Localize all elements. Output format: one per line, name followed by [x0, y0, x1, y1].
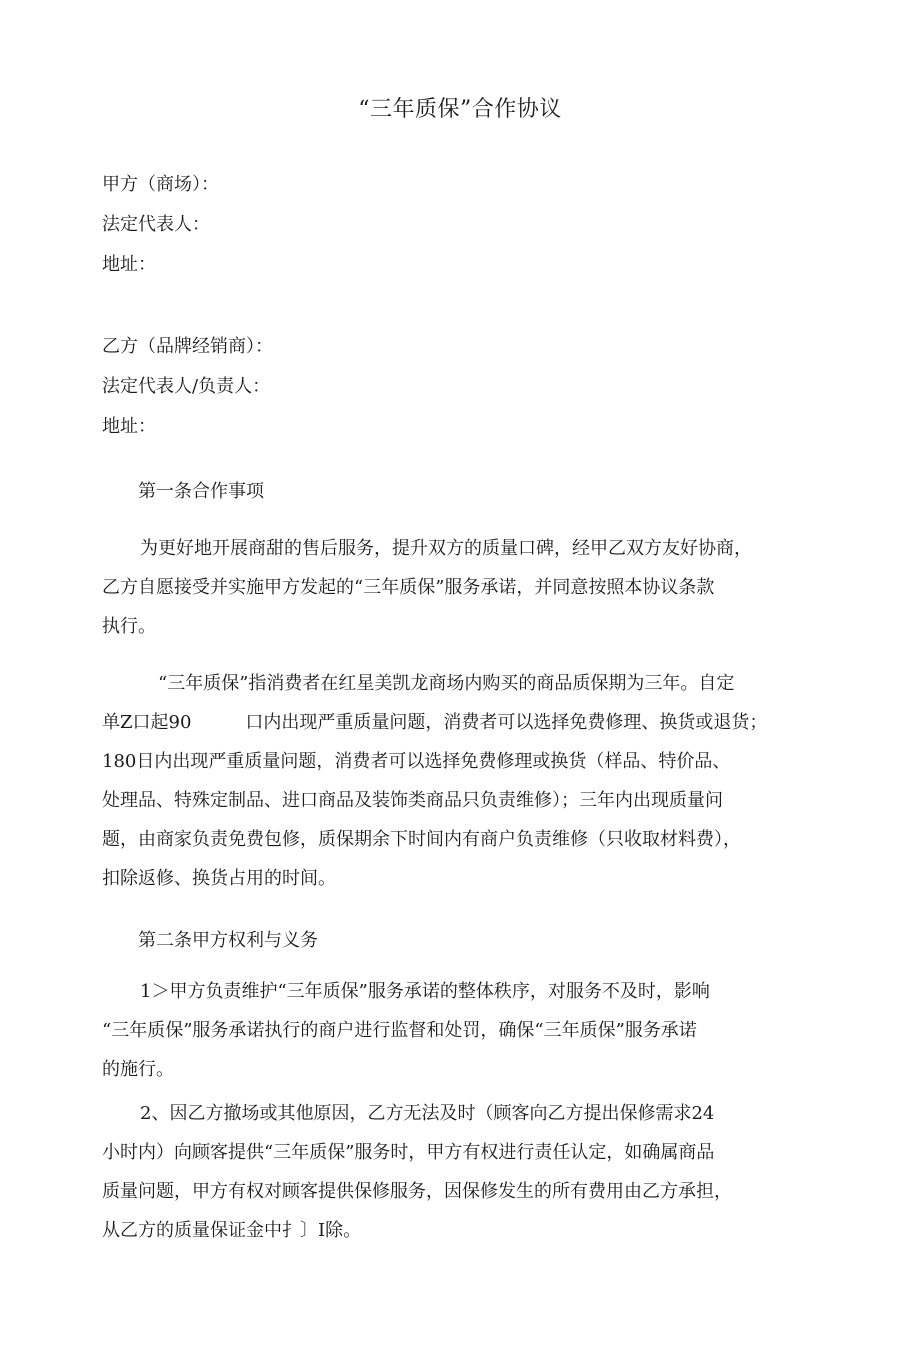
article1-paragraph1	[102, 529, 822, 646]
paragraph-line: 180日内出现严重质量问题，消费者可以选择免费修理或换货（样品、特价品、	[102, 751, 731, 772]
paragraph-line: 1＞甲方负责维护“三年质保”服务承诺的整体秩序，对服务不及时，影响	[140, 981, 710, 1002]
article1-heading: 第一条合作事项	[138, 481, 264, 502]
paragraph-line: 题，由商家负责免费包修，质保期余下时间内有商户负责维修（只收取材料费），	[102, 829, 741, 850]
paragraph-line: 质量问题，甲方有权对顾客提供保修服务，因保修发生的所有费用由乙方承担，	[102, 1181, 732, 1202]
paragraph-line: 扣除返修、换货占用的时间。	[102, 868, 336, 889]
party-b-address-label: 地址：	[102, 416, 156, 437]
paragraph-line: 的施行。	[102, 1059, 174, 1080]
party-a-name-label: 甲方（商场）：	[102, 174, 219, 195]
party-a-address-label: 地址：	[102, 254, 156, 275]
party-b-rep-label: 法定代表人/负责人：	[102, 376, 271, 397]
paragraph-line: “三年质保”服务承诺执行的商户进行监督和处罚，确保“三年质保”服务承诺	[102, 1020, 697, 1041]
party-a-rep-label: 法定代表人：	[102, 214, 210, 235]
paragraph-line: 处理品、特殊定制品、进口商品及装饰类商品只负责维修）；三年内出现质量问	[102, 790, 723, 811]
paragraph-line: 执行。	[102, 616, 156, 637]
article1-paragraph2	[102, 664, 822, 898]
party-b-name-label: 乙方（品牌经销商）：	[102, 336, 273, 357]
document-title: “三年质保”合作协议	[358, 97, 562, 122]
paragraph-line: 从乙方的质量保证金中扌〕I除。	[102, 1220, 362, 1241]
paragraph-line: 乙方自愿接受并实施甲方发起的“三年质保”服务承诺，并同意按照本协议条款	[102, 577, 715, 598]
article2-item2	[102, 1094, 822, 1250]
paragraph-line: 为更好地开展商甜的售后服务，提升双方的质量口碑，经甲乙双方友好协商，	[140, 538, 752, 559]
paragraph-line: 2、因乙方撤场或其他原因，乙方无法及时（顾客向乙方提出保修需求24	[140, 1103, 715, 1124]
article2-heading: 第二条甲方权利与义务	[138, 930, 318, 951]
article2-item1	[102, 972, 822, 1089]
paragraph-line: “三年质保”指消费者在红星美凯龙商场内购买的商品质保期为三年。自定	[158, 673, 735, 694]
paragraph-line: 小时内）向顾客提供“三年质保”服务时，甲方有权进行责任认定，如确属商品	[102, 1142, 715, 1163]
paragraph-line: 单Z口起90 口内出现严重质量问题，消费者可以选择免费修理、换货或退货；	[102, 712, 768, 733]
